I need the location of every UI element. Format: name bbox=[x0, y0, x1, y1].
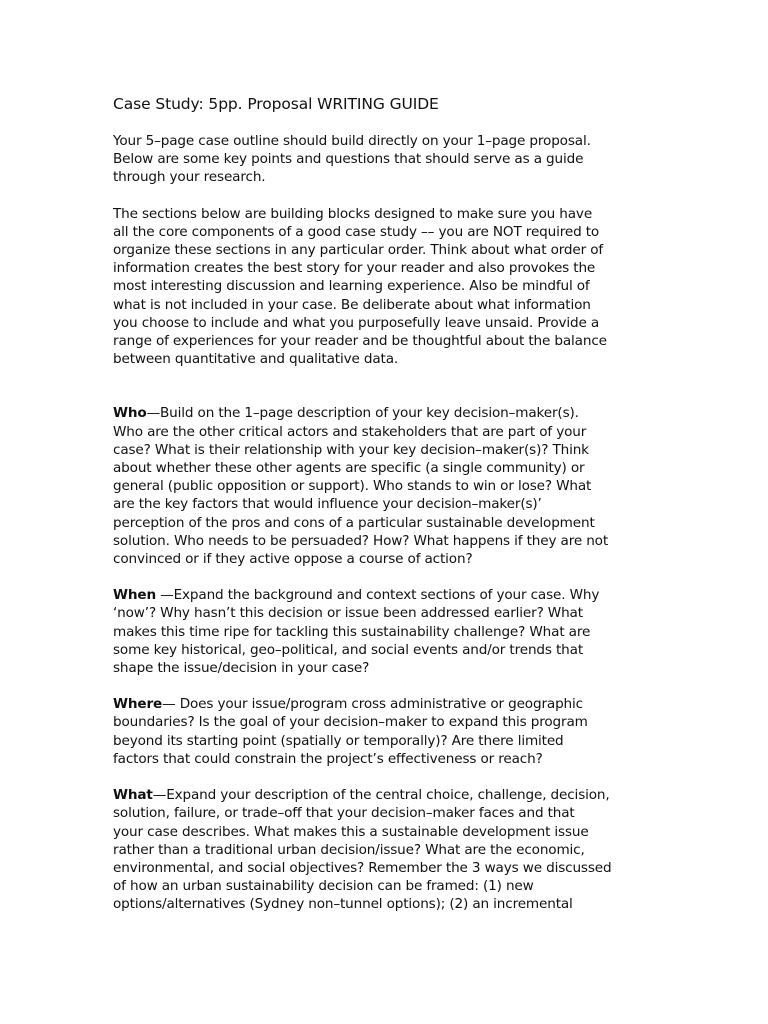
document-page bbox=[113, 93, 673, 914]
when-paragraph bbox=[113, 586, 673, 677]
when-text: —Expand the background and context sections of your case. Why ‘now’? Why hasn’t this decision or issue been addressed earlier? What makes this time ripe for tackling this sustainability challenge? What are some key historical, geo–political, and social events and/or trends that shape the issue/decision in your case? bbox=[113, 587, 600, 677]
sections-note-paragraph: The sections below are building blocks designed to make sure you have all the core components of a good case study –– you are NOT required to organize these sections in any particular order. Think about what order of information creates the best story for your reader and also provokes the most interesting discussion and learning experience. Also be mindful of what is not included in your case. Be deliberate about what information you choose to include and what you purposefully leave unsaid. Provide a range of experiences for your reader and be thoughtful about the balance between quantitative and qualitative data. bbox=[113, 205, 607, 368]
what-heading: What bbox=[113, 787, 153, 804]
when-heading: When bbox=[113, 587, 156, 604]
where-heading: Where bbox=[113, 696, 163, 713]
where-paragraph bbox=[113, 695, 673, 768]
what-text: —Expand your description of the central choice, challenge, decision, solution, failure, or trade–off that your decision–maker faces and that your case describes. What makes this a sustainable development issue rather than a traditional urban decision/issue? What are the economic, environmental, and social objectives? Remember the 3 ways we discussed of how an urban sustainability decision can be framed: (1) new options/alternatives (Sydney non–tunnel options); (2) an incremental bbox=[113, 787, 612, 913]
where-text: — Does your issue/program cross administrative or geographic boundaries? Is the goal of your decision–maker to expand this program beyond its starting point (spatially or temporally)? Are there limited factors that could constrain the project’s effectiveness or reach? bbox=[113, 696, 588, 767]
who-paragraph bbox=[113, 404, 673, 568]
document-title: Case Study: 5pp. Proposal WRITING GUIDE bbox=[113, 95, 439, 113]
intro-paragraph: Your 5–page case outline should build directly on your 1–page proposal. Below are some key points and questions that should serve as a guide through your research. bbox=[113, 133, 591, 186]
who-heading: Who bbox=[113, 405, 147, 422]
who-text: —Build on the 1–page description of your key decision–maker(s). Who are the other critical actors and stakeholders that are part of your case? What is their relationship with your key decision–maker(s)? Think about whether these other agents are specific (a single community) or general (public opposition or support). Who stands to win or lose? What are the key factors that would influence your decision–maker(s)’ perception of the pros and cons of a particular sustainable development solution. Who needs to be persuaded? How? What happens if they are not convinced or if they active oppose a course of action? bbox=[113, 405, 609, 568]
what-paragraph bbox=[113, 786, 673, 913]
